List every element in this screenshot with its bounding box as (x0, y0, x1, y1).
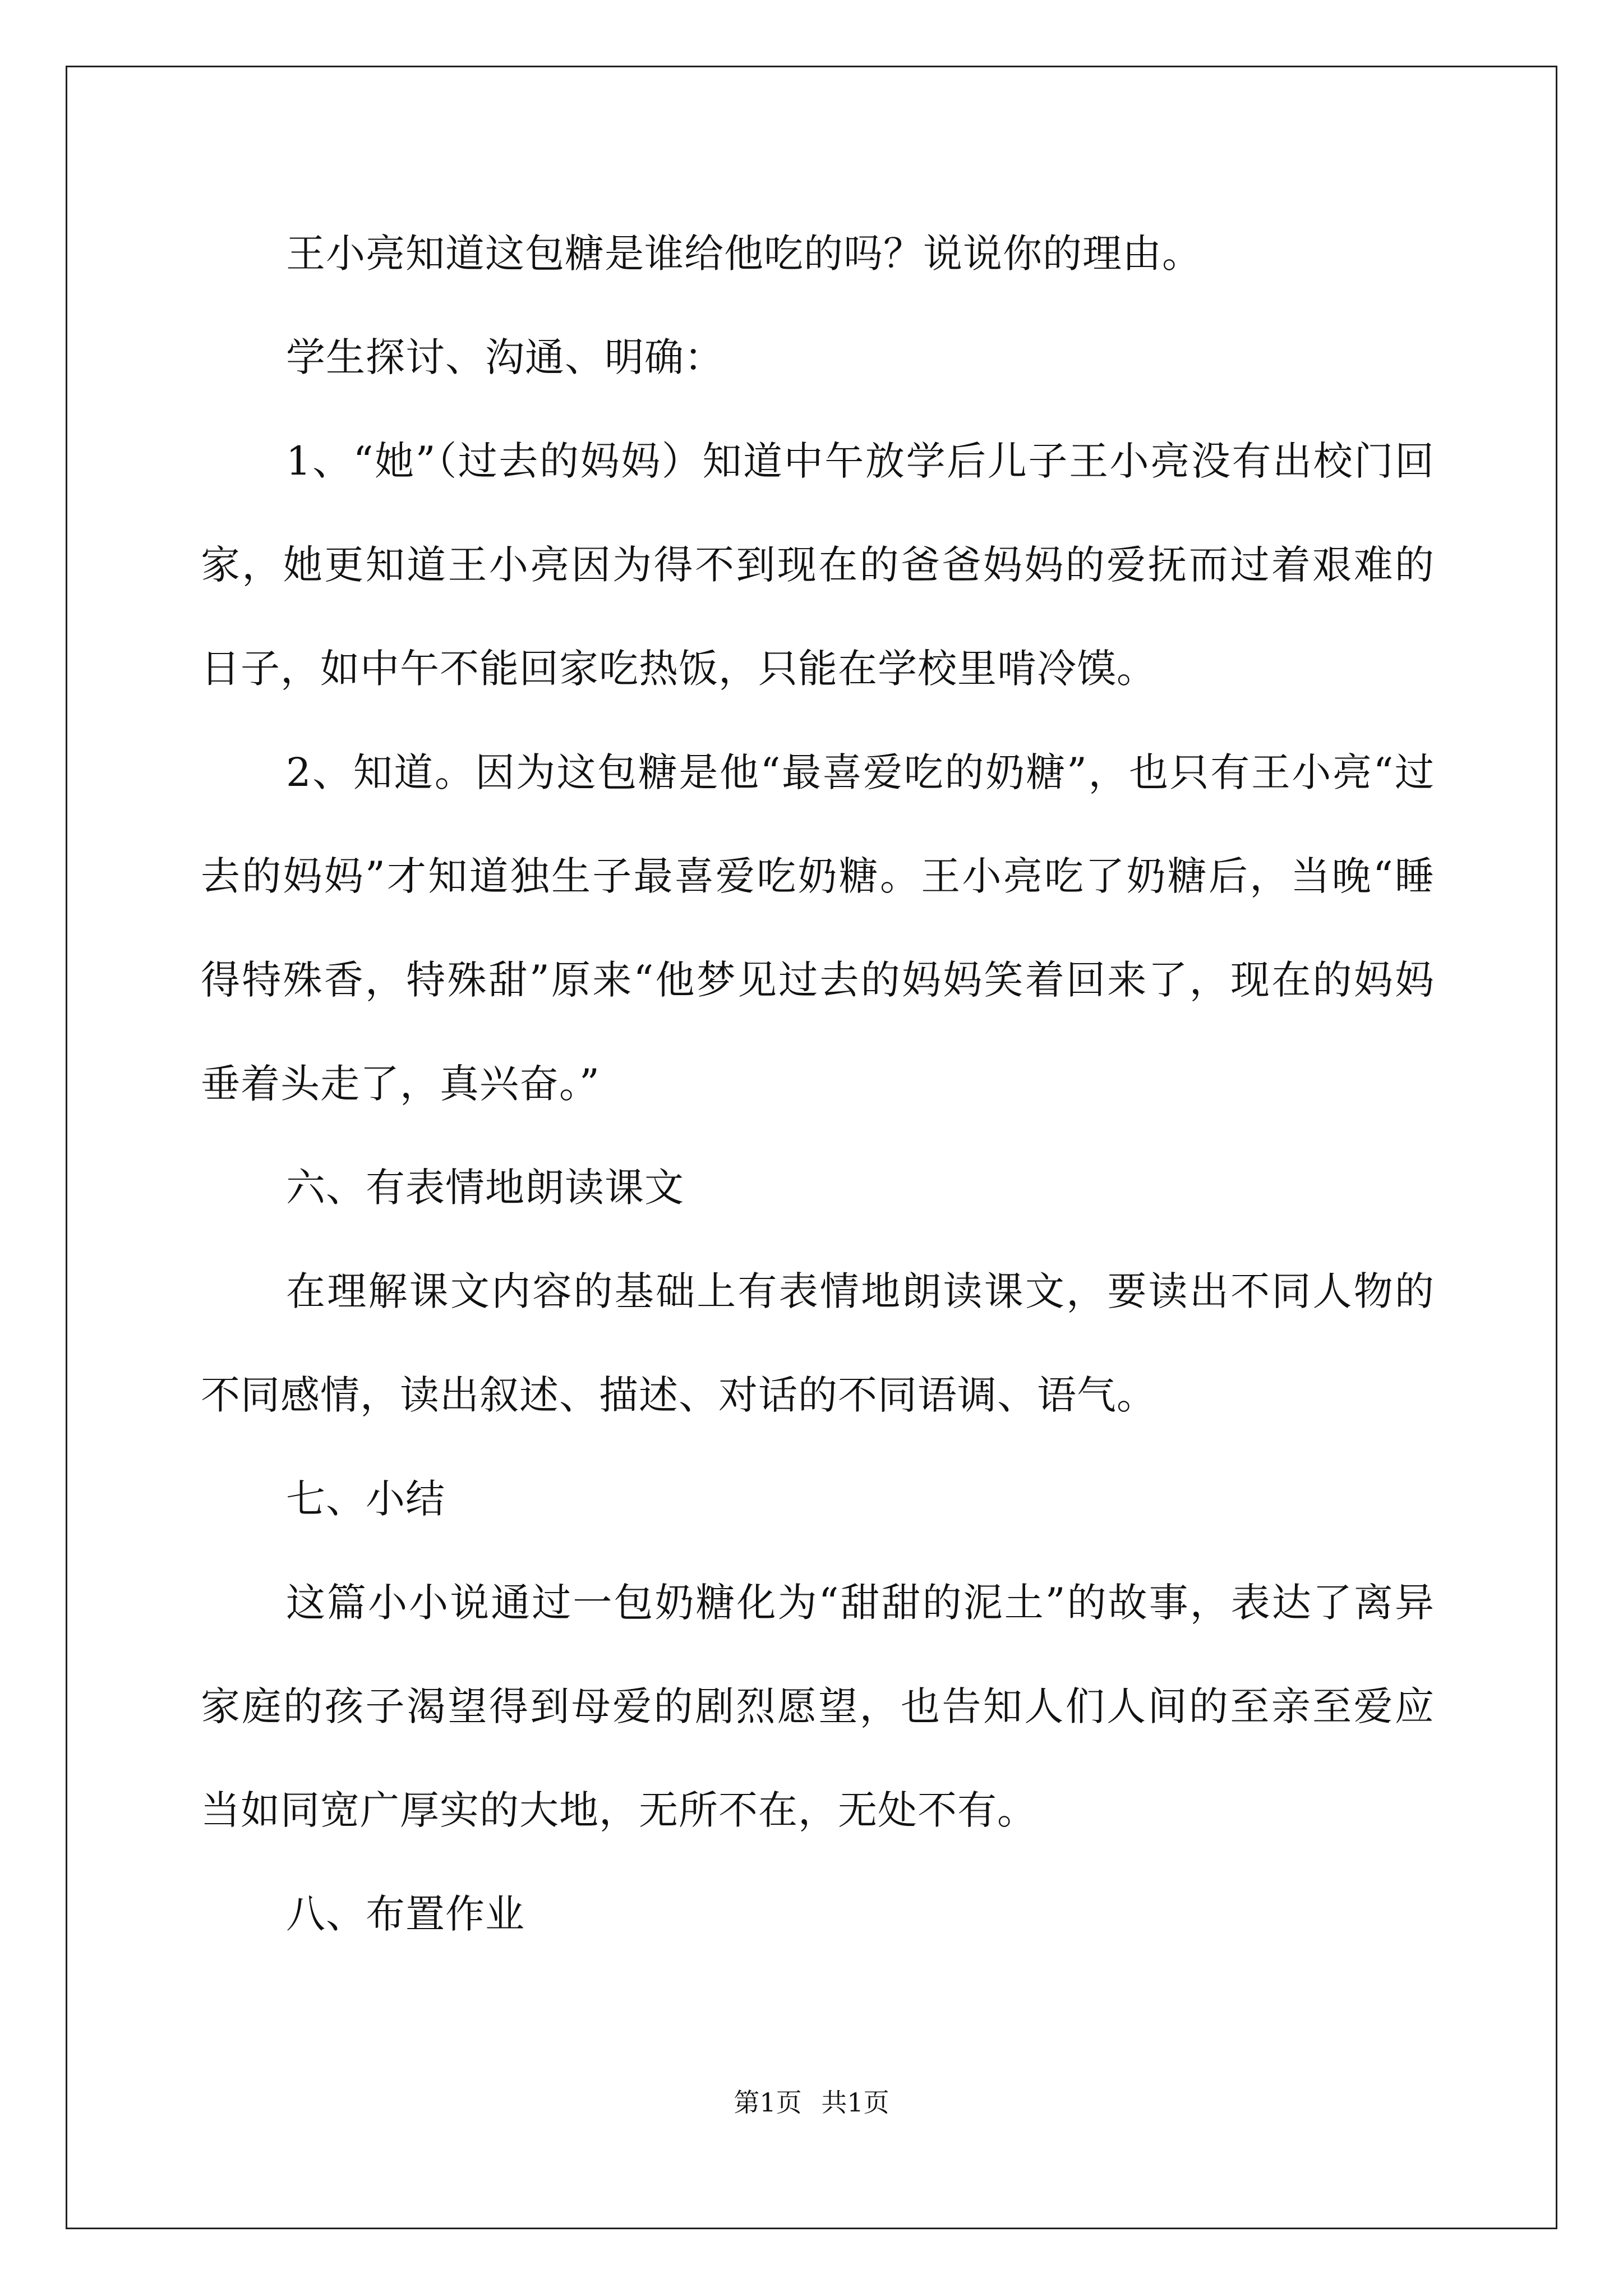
section-heading: 七、小结 (286, 1476, 445, 1522)
section-heading: 八、布置作业 (286, 1891, 525, 1937)
paragraph: 1、“她”（过去的妈妈）知道中午放学后儿子王小亮没有出校门回家，她更知道王小亮因为得不到现在的爸爸妈妈的爱抚而过着艰难的日子，如中午不能回家吃热饭，只能在学校里啃冷馍。 (201, 438, 1435, 692)
page-footer (0, 2086, 1623, 2119)
document-body (201, 202, 1435, 1966)
section-heading: 六、有表情地朗读课文 (286, 1165, 684, 1211)
paragraph: 2、知道。因为这包糖是他“最喜爱吃的奶糖”，也只有王小亮“过去的妈妈”才知道独生子最喜爱吃奶糖。王小亮吃了奶糖后，当晚“睡得特殊香，特殊甜”原来“他梦见过去的妈妈笑着回来了，现在的妈妈垂着头走了，真兴奋。” (201, 749, 1435, 1107)
paragraph: 在理解课文内容的基础上有表情地朗读课文，要读出不同人物的不同感情，读出叙述、描述、对话的不同语调、语气。 (201, 1268, 1435, 1418)
page-number: 第1页 (734, 2087, 802, 2118)
page-total: 共1页 (821, 2087, 889, 2118)
paragraph: 学生探讨、沟通、明确： (286, 334, 724, 380)
paragraph: 这篇小小说通过一包奶糖化为“甜甜的泥土”的故事，表达了离异家庭的孩子渴望得到母爱的剧烈愿望，也告知人们人间的至亲至爱应当如同宽广厚实的大地，无所不在，无处不有。 (201, 1580, 1435, 1833)
paragraph: 王小亮知道这包糖是谁给他吃的吗？说说你的理由。 (286, 231, 1202, 277)
